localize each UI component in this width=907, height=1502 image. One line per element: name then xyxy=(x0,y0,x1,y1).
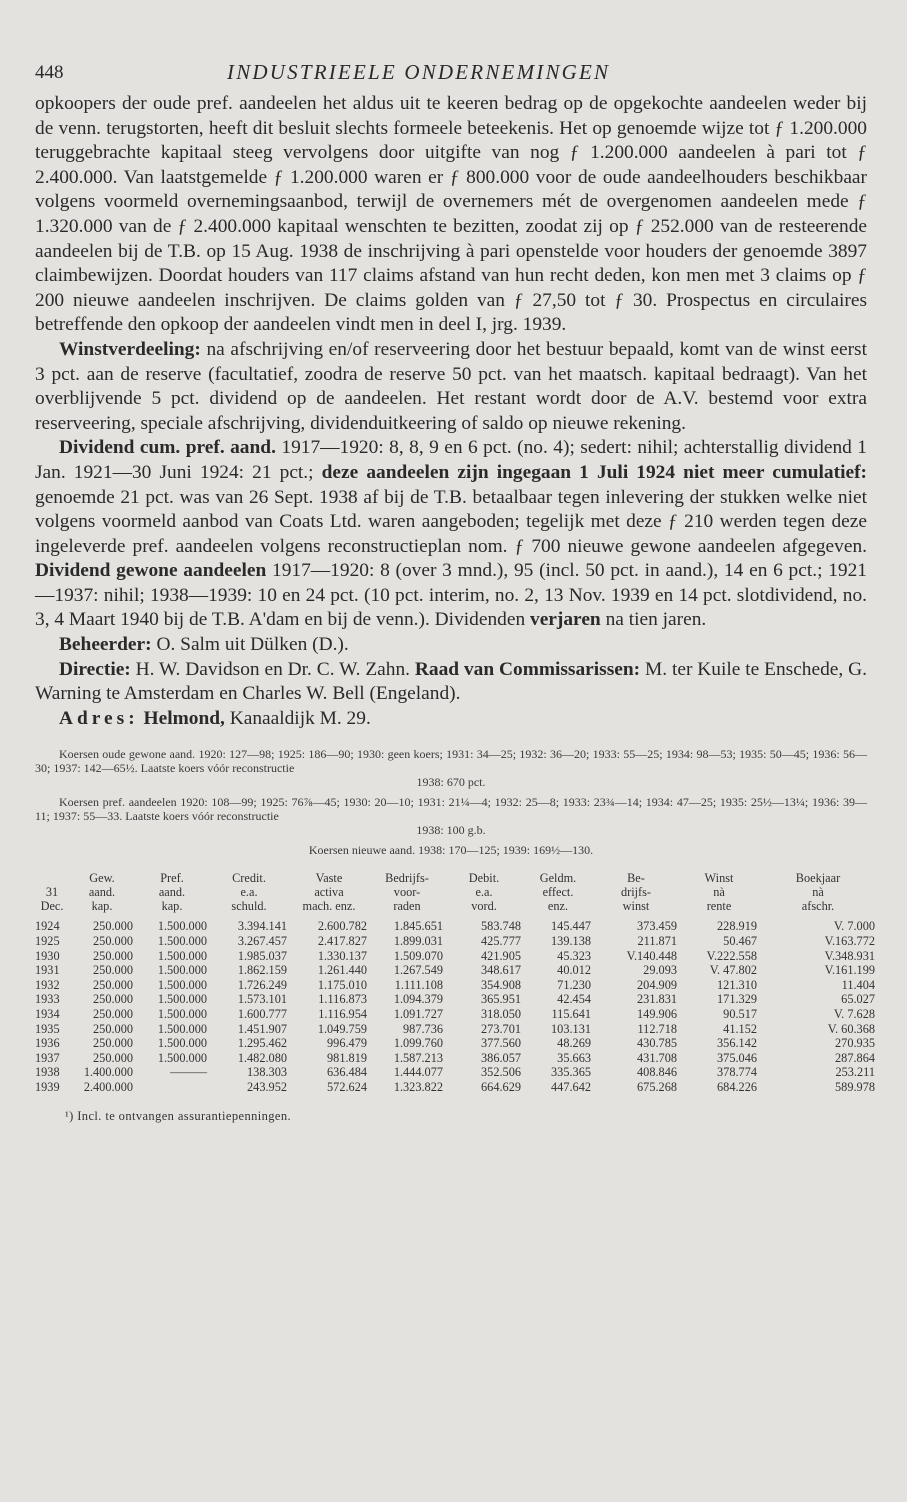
header-line: effect. xyxy=(542,885,574,900)
running-title: INDUSTRIEELE ONDERNEMINGEN xyxy=(227,60,611,84)
table-cell: 250.000 xyxy=(93,992,133,1007)
table-cell: V. 60.368 xyxy=(827,1021,875,1036)
directie-label: Directie: xyxy=(59,658,131,680)
table-cell: 1.116.954 xyxy=(318,1007,367,1021)
table-cell: 3.394.141 xyxy=(237,919,287,934)
table-cell: 1.500.000 xyxy=(157,1021,207,1036)
table-cell: 1.845.651 xyxy=(393,919,443,934)
table-cell: 138.303 xyxy=(247,1065,287,1080)
table-row xyxy=(35,1051,877,1066)
table-cell: 1.500.000 xyxy=(157,1036,207,1051)
table-cell: 421.905 xyxy=(481,948,521,963)
adres-city: Helmond, xyxy=(143,707,225,729)
koersen-nieuwe: Koersen nieuwe aand. 1938: 170—125; 1939: 169½—130. xyxy=(308,843,594,858)
table-cell: 48.269 xyxy=(557,1036,591,1051)
table-cell: V.222.558 xyxy=(706,948,757,963)
table-cell: 431.708 xyxy=(637,1050,677,1065)
table-cell: 42.454 xyxy=(557,992,591,1007)
header-line: nà xyxy=(812,885,824,900)
table-cell: 377.560 xyxy=(481,1036,521,1051)
table-cell: 352.506 xyxy=(481,1065,521,1080)
table-cell: 287.864 xyxy=(835,1050,875,1065)
table-cell: 231.831 xyxy=(637,992,677,1007)
table-cell: 243.952 xyxy=(247,1079,287,1094)
dividend-gewone-label: Dividend gewone aandeelen xyxy=(35,560,267,582)
table-row xyxy=(35,919,877,934)
financial-table xyxy=(35,871,877,1094)
table-cell: V.140.448 xyxy=(626,948,677,963)
table-row xyxy=(35,1080,877,1095)
table-cell: 2.417.827 xyxy=(317,934,367,949)
table-header-cell xyxy=(69,871,135,919)
winstverdeeling-text: na afschrijving en/of reserveering door het bestuur bepaald, komt van de winst eerst 3 pct. aan de reserve (facultatief, zoodra de reserve 50 pct. van het maatsch. kapitaal bedraagt). Van het overblijvende 5 pct. dividend op de aandeelen. Het restant wordt door de A.V. bestemd voor extra reserveering, speciale afschrijving, dividenduitkeering of saldo op nieuwe rekening. xyxy=(35,338,867,434)
table-cell: 1.726.249 xyxy=(237,977,287,992)
header-line: kap. xyxy=(161,899,183,914)
table-row xyxy=(35,1007,877,1022)
table-cell: 447.642 xyxy=(551,1079,591,1094)
table-cell: 1.261.440 xyxy=(317,963,367,978)
header-line: raden xyxy=(393,899,421,914)
koersen-section xyxy=(35,747,867,857)
table-cell: 145.447 xyxy=(551,919,591,934)
table-header-cell xyxy=(289,871,369,919)
table-cell: 250.000 xyxy=(93,948,133,963)
verjaren-label: verjaren xyxy=(530,609,601,631)
table-cell: 3.267.457 xyxy=(237,934,287,949)
table-cell: 1.899.031 xyxy=(393,934,443,949)
header-line: Winst xyxy=(704,871,734,886)
header-line: aand. xyxy=(88,885,116,900)
header-line: Be- xyxy=(627,871,645,886)
header-line: vord. xyxy=(471,899,497,914)
dividend-text-1: 1917—1920: 8, 8, 9 en 6 pct. (no. 4); sedert: nihil; achterstallig dividend 1 Jan. 1921—30 Juni 1924: 21 pct.; xyxy=(35,437,867,483)
table-row xyxy=(35,963,877,978)
table-header-cell xyxy=(445,871,523,919)
table-cell: 348.617 xyxy=(481,963,521,978)
header-line: activa xyxy=(314,885,344,900)
table-cell: 425.777 xyxy=(481,934,521,949)
table-cell: 430.785 xyxy=(637,1036,677,1051)
header-line: afschr. xyxy=(801,899,835,914)
table-cell-year: 1934 xyxy=(35,1007,60,1021)
table-cell: 112.718 xyxy=(637,1021,677,1036)
directie-text: H. W. Davidson en Dr. C. W. Zahn. xyxy=(130,658,415,680)
winstverdeeling-label: Winstverdeeling: xyxy=(59,338,201,360)
table-cell: 250.000 xyxy=(93,1050,133,1065)
table-cell: 1.587.213 xyxy=(393,1050,443,1065)
table-cell: 1.175.010 xyxy=(317,977,367,992)
table-cell: 1.116.873 xyxy=(318,992,367,1007)
koersen-oude-gewone-last: 1938: 670 pct. xyxy=(416,775,486,790)
table-row xyxy=(35,934,877,949)
table-cell: 50.467 xyxy=(723,934,757,949)
table-cell: 1.500.000 xyxy=(157,948,207,963)
table-cell: 1.094.379 xyxy=(393,992,443,1007)
table-cell: 253.211 xyxy=(835,1065,875,1080)
table-cell: 1.573.101 xyxy=(237,992,287,1007)
table-cell: 171.329 xyxy=(717,992,757,1007)
table-cell: 250.000 xyxy=(93,963,133,978)
table-cell: 273.701 xyxy=(481,1021,521,1036)
koersen-pref: Koersen pref. aandeelen 1920: 108—99; 1925: 76⅞—45; 1930: 20—10; 1931: 21¼—4; 1932: 25—8; 1933: 23¾—14; 1934: 47—25; 1935: 25½—13¼; 1936: 39—11; 1937: 55—33. Laatste koers vóór reconstructie xyxy=(35,795,867,824)
table-cell: V.348.931 xyxy=(824,948,875,963)
header-line: winst xyxy=(622,899,650,914)
table-cell: 1.500.000 xyxy=(157,919,207,934)
header-line: mach. enz. xyxy=(302,899,356,914)
paragraph-capital: opkoopers der oude pref. aandeelen het aldus uit te keeren bedrag op de opgekochte aandeelen weder bij de venn. terugstorten, heeft dit besluit slechts formeele beteekenis. Het op genoemde wijze tot ƒ 1.200.000 teruggebrachte kapitaal steeg vervolgens door uitgifte van nog ƒ 1.200.000 aandeelen à pari tot ƒ 2.400.000. Van laatstgemelde ƒ 1.200.000 waren er ƒ 800.000 voor de oude aandeelhouders beschikbaar volgens voormeld overnemingsaanbod, terwijl de overnemers mét de overgenomen aandeelen mede ƒ 1.320.000 van de ƒ 2.400.000 kapitaal wenschten te bezitten, zoodat zij op ƒ 252.000 van de resteerende aandeelen bij de T.B. op 15 Aug. 1938 de inschrijving à pari openstelde voor houders der genoemde 3897 claimbewijzen. Doordat houders van 117 claims afstand van hun recht deden, kon men met 3 claims op ƒ 200 nieuwe aandeelen inschrijven. De claims golden van ƒ 27,50 tot ƒ 30. Prospectus en circulaires betreffende den opkoop der aandeelen vindt men in deel I, jrg. 1939. xyxy=(35,93,867,336)
table-cell: 270.935 xyxy=(835,1036,875,1051)
table-cell: 1.444.077 xyxy=(393,1065,443,1080)
table-cell: 103.131 xyxy=(551,1021,591,1036)
header-line: Boekjaar xyxy=(795,871,841,886)
header-line: enz. xyxy=(547,899,569,914)
header-line: Vaste xyxy=(315,871,343,886)
adres-text: Kanaaldijk M. 29. xyxy=(224,707,371,729)
table-cell: V. 47.802 xyxy=(709,963,757,978)
table-cell: 41.152 xyxy=(723,1021,757,1036)
header-line: Credit. xyxy=(232,871,266,886)
table-cell: 1.330.137 xyxy=(317,948,367,963)
table-cell: 354.908 xyxy=(481,977,521,992)
table-cell: 378.774 xyxy=(717,1065,757,1080)
header-line: 31 xyxy=(45,885,59,900)
table-cell: 45.323 xyxy=(557,948,591,963)
table-cell xyxy=(135,1080,209,1095)
table-cell: 373.459 xyxy=(637,919,677,934)
table-cell: 318.050 xyxy=(481,1007,521,1021)
table-cell: 250.000 xyxy=(93,1007,133,1021)
table-cell-year: 1924 xyxy=(35,919,60,934)
header-line: Pref. xyxy=(160,871,184,886)
table-cell: 250.000 xyxy=(93,934,133,949)
table-cell: 1.111.108 xyxy=(394,977,443,992)
koersen-pref-last: 1938: 100 g.b. xyxy=(416,823,486,838)
table-cell: 1.451.907 xyxy=(237,1021,287,1036)
dividend-text-2: genoemde 21 pct. was van 26 Sept. 1938 af bij de T.B. betaalbaar tegen inlevering der stukken welke niet volgens voormeld aanbod van Coats Ltd. waren aangeboden; tegelijk met deze ƒ 210 werden tegen deze ingeleverde pref. aandeelen volgens reconstructieplan nom. ƒ 700 nieuwe gewone aandeelen afgegeven. xyxy=(35,486,867,557)
header-line: aand. xyxy=(158,885,186,900)
body-text xyxy=(35,92,867,731)
table-header-cell xyxy=(523,871,593,919)
table-cell-year: 1939 xyxy=(35,1079,60,1094)
header-line: nà xyxy=(713,885,725,900)
table-cell: V.163.772 xyxy=(824,934,875,949)
table-cell: 365.951 xyxy=(481,992,521,1007)
table-cell-year: 1936 xyxy=(35,1036,60,1051)
paragraph-adres xyxy=(35,707,867,732)
raad-text: M. ter Kuile te Enschede, G. Warning te Amsterdam en Charles W. Bell (Engeland). xyxy=(35,658,867,705)
table-cell: 996.479 xyxy=(327,1036,367,1051)
table-cell: 1.862.159 xyxy=(237,963,287,978)
table-cell: 1.500.000 xyxy=(157,1007,207,1021)
table-cell-year: 1930 xyxy=(35,948,60,963)
dividend-text-4: na tien jaren. xyxy=(600,609,707,631)
table-cell: 1.509.070 xyxy=(393,948,443,963)
table-cell-year: 1932 xyxy=(35,977,60,992)
table-cell: 572.624 xyxy=(327,1079,367,1094)
table-cell: 2.600.782 xyxy=(317,919,367,934)
table-cell: 11.404 xyxy=(841,977,875,992)
table-cell: 684.226 xyxy=(717,1079,757,1094)
table-row xyxy=(35,1022,877,1037)
table-cell: 204.909 xyxy=(637,977,677,992)
table-row xyxy=(35,949,877,964)
table-cell: 408.846 xyxy=(637,1065,677,1080)
table-row xyxy=(35,978,877,993)
table-header-cell xyxy=(209,871,289,919)
table-cell: 987.736 xyxy=(403,1021,443,1036)
table-cell: 1.267.549 xyxy=(393,963,443,978)
table-cell: 1.500.000 xyxy=(157,977,207,992)
beheerder-label: Beheerder: xyxy=(59,634,152,656)
table-cell: 250.000 xyxy=(93,1021,133,1036)
table-cell: 121.310 xyxy=(717,977,757,992)
table-header-cell xyxy=(35,871,69,919)
table-header-cell xyxy=(135,871,209,919)
table-header-cell xyxy=(369,871,445,919)
beheerder-text: O. Salm uit Dülken (D.). xyxy=(151,634,349,656)
header-line: schuld. xyxy=(231,899,267,914)
dividend-pref-label: Dividend cum. pref. aand. xyxy=(59,437,276,459)
adres-label: Adres: xyxy=(59,707,139,729)
table-cell-year: 1938 xyxy=(35,1065,60,1080)
header-line: e.a. xyxy=(240,885,258,900)
header-line: kap. xyxy=(91,899,113,914)
table-cell: 981.819 xyxy=(327,1050,367,1065)
table-cell: 250.000 xyxy=(93,919,133,934)
table-cell: 386.057 xyxy=(481,1050,521,1065)
paragraph-beheerder xyxy=(35,633,867,658)
table-cell: 1.295.462 xyxy=(237,1036,287,1051)
table-cell-year: 1933 xyxy=(35,992,60,1007)
table-cell: 1.091.727 xyxy=(393,1007,443,1021)
table-cell: 90.517 xyxy=(723,1007,757,1021)
table-cell: 1.500.000 xyxy=(157,963,207,978)
header-line: Dec. xyxy=(40,899,64,914)
header-line: e.a. xyxy=(475,885,493,900)
table-cell: 1.500.000 xyxy=(157,934,207,949)
paragraph-winstverdeeling xyxy=(35,338,867,436)
paragraph-directie xyxy=(35,658,867,707)
table-header-cell xyxy=(759,871,877,919)
header-line: Debit. xyxy=(468,871,500,886)
table-cell: 1.985.037 xyxy=(237,948,287,963)
table-cell: 228.919 xyxy=(717,919,757,934)
table-cell: 115.641 xyxy=(551,1007,591,1021)
table-cell: 211.871 xyxy=(637,934,677,949)
table-cell: 65.027 xyxy=(841,992,875,1007)
table-cell: 1.400.000 xyxy=(83,1065,133,1080)
table-cell: 675.268 xyxy=(637,1079,677,1094)
header-line: voor- xyxy=(393,885,421,900)
table-body xyxy=(35,919,877,1094)
koersen-oude-gewone: Koersen oude gewone aand. 1920: 127—98; 1925: 186—90; 1930: geen koers; 1931: 34—25; 1932: 36—20; 1933: 55—25; 1934: 98—53; 1935: 50—45; 1936: 56—30; 1937: 142—65½. Laatste koers vóór reconstructie xyxy=(35,747,867,776)
table-cell: 1.482.080 xyxy=(237,1050,287,1065)
table-header-cell xyxy=(679,871,759,919)
dividend-bold-cumulatief: deze aandeelen zijn ingegaan 1 Juli 1924 niet meer cumulatief: xyxy=(321,461,867,483)
table-cell: V. 7.000 xyxy=(833,919,875,934)
table-cell: 2.400.000 xyxy=(83,1079,133,1094)
table-cell: 664.629 xyxy=(481,1079,521,1094)
header-line: drijfs- xyxy=(620,885,652,900)
table-cell: 40.012 xyxy=(557,963,591,978)
table-cell: 1.600.777 xyxy=(237,1007,287,1021)
table-cell: 1.099.760 xyxy=(393,1036,443,1051)
table-cell-year: 1931 xyxy=(35,963,60,978)
table-cell: 139.138 xyxy=(551,934,591,949)
table-cell-year: 1937 xyxy=(35,1050,60,1065)
table-cell: 1.500.000 xyxy=(157,992,207,1007)
table-cell: 149.906 xyxy=(637,1007,677,1021)
table-cell: 636.484 xyxy=(327,1065,367,1080)
table-cell: V. 7.628 xyxy=(833,1007,875,1021)
table-cell-year: 1935 xyxy=(35,1021,60,1036)
dividend-text-3: 1917—1920: 8 (over 3 mnd.), 95 (incl. 50 pct. in aand.), 14 en 6 pct.; 1921—1937: nihil; 1938—1939: 10 en 24 pct. (10 pct. interim, no. 2, 13 Nov. 1939 en 14 pct. slotdividend, no. 3, 4 Maart 1940 bij de T.B. A'dam en bij de venn.). Dividenden xyxy=(35,560,868,631)
table-cell: V.161.199 xyxy=(824,963,875,978)
header-line: Bedrijfs- xyxy=(385,871,429,886)
table-cell: 250.000 xyxy=(93,977,133,992)
table-row xyxy=(35,1036,877,1051)
table-header xyxy=(35,871,877,919)
raad-label: Raad van Commissarissen: xyxy=(414,658,641,680)
table-cell: 583.748 xyxy=(481,919,521,934)
page-number: 448 xyxy=(35,62,64,83)
table-cell-year: 1925 xyxy=(35,934,60,949)
table-header-cell xyxy=(593,871,679,919)
table-cell: 250.000 xyxy=(93,1036,133,1051)
table-row xyxy=(35,1065,877,1080)
table-cell: 589.978 xyxy=(835,1079,875,1094)
header-line: Gew. xyxy=(89,871,115,886)
table-cell: ——— xyxy=(170,1065,207,1080)
table-cell: 71.230 xyxy=(557,977,591,992)
table-cell: 1.323.822 xyxy=(393,1079,443,1094)
table-row xyxy=(35,992,877,1007)
header-line: rente xyxy=(706,899,732,914)
table-cell: 356.142 xyxy=(717,1036,757,1051)
table-cell: 29.093 xyxy=(643,963,677,978)
table-cell: 1.500.000 xyxy=(157,1050,207,1065)
table-cell: 335.365 xyxy=(551,1065,591,1080)
page-header xyxy=(35,58,867,92)
table-cell: 1.049.759 xyxy=(317,1021,367,1036)
footnote: ¹) Incl. te ontvangen assurantiepenningen. xyxy=(65,1108,292,1123)
paragraph-dividend xyxy=(35,436,867,633)
table-cell: 375.046 xyxy=(717,1050,757,1065)
header-line: Geldm. xyxy=(539,871,577,886)
table-cell: 35.663 xyxy=(557,1050,591,1065)
